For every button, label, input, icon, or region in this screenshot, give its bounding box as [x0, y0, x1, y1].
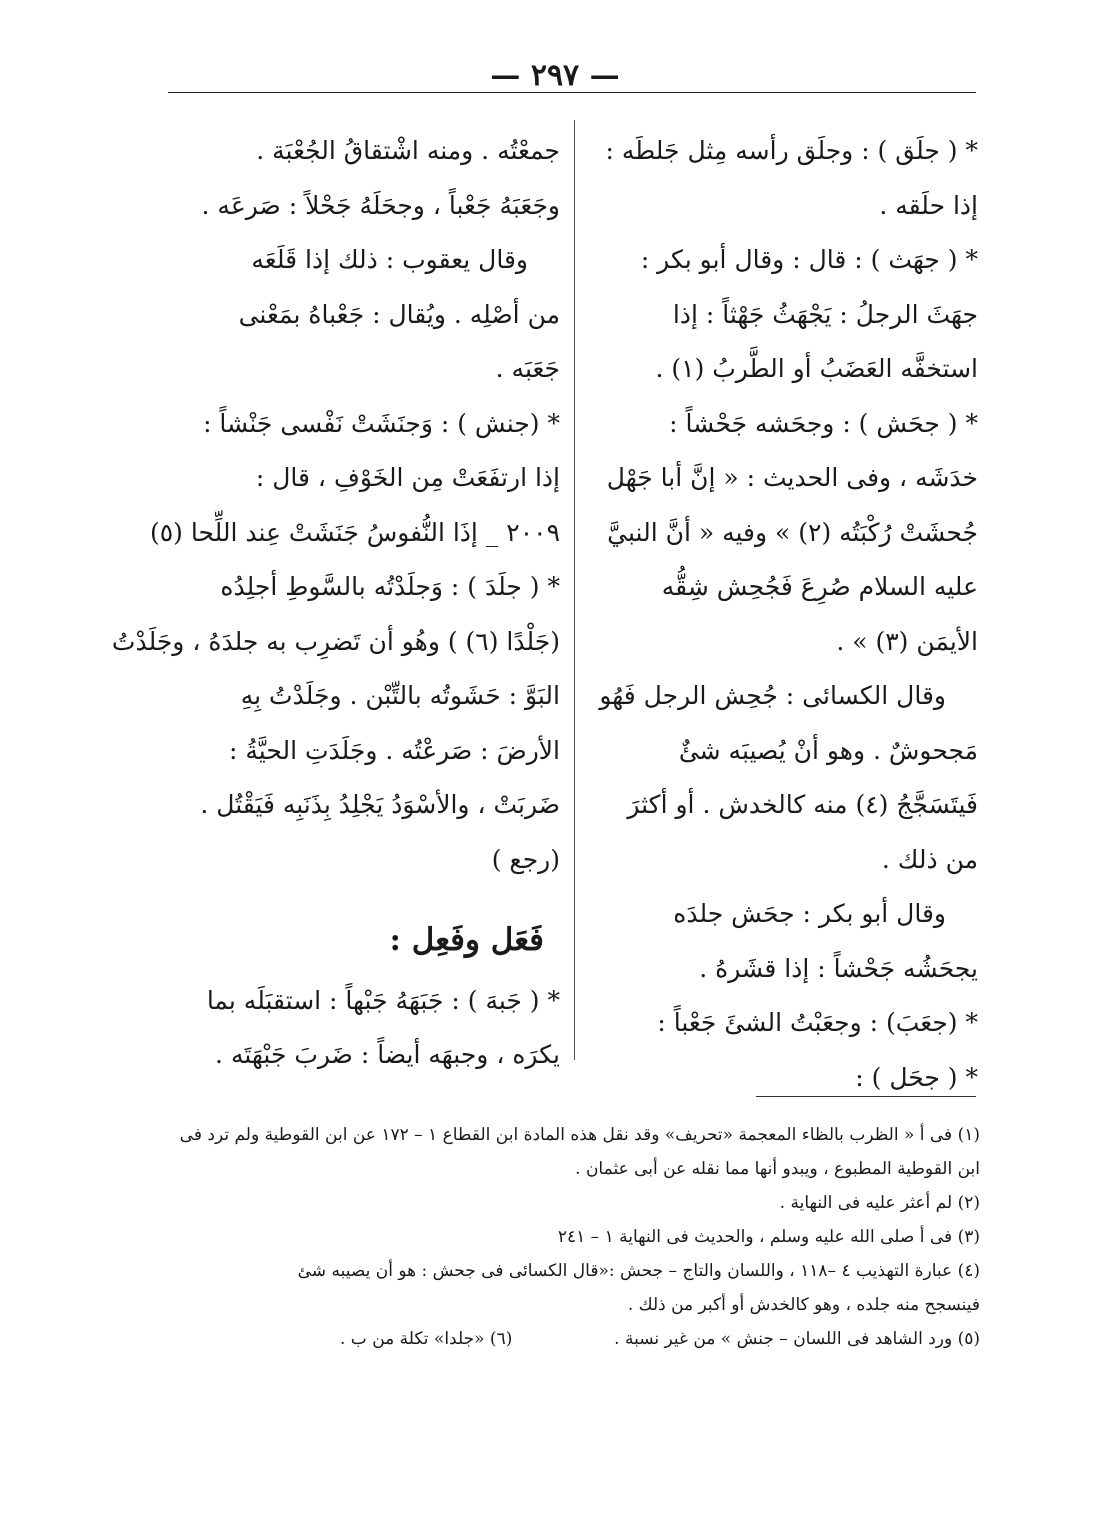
text-line: * ( جَبهَ ) : جَبَهَهُ جَبْهاً : استقبَلَه بما	[206, 985, 560, 1015]
header-rule	[168, 92, 976, 93]
footnote: فينسجح منه جلده ، وهو كالخدش أو أكبر من ذلك .	[627, 1295, 980, 1315]
footnote: (٥) ورد الشاهد فى اللسان – جنش » من غير نسبة .	[614, 1329, 980, 1349]
footnote-rule	[756, 1096, 976, 1097]
text-line: الأيمَن (٣) » .	[836, 626, 978, 656]
text-line: فَيتَسَجَّجُ (٤) منه كالخدش . أو أكثرَ	[627, 790, 978, 819]
footnote: (١) فى أ « الظرب بالظاء المعجمة «تحريف» وقد نقل هذه المادة ابن القطاع ١ – ١٧٢ عن ابن القوطية ولم ترد فى	[179, 1125, 980, 1145]
footnote: (٣) فى أ صلى الله عليه وسلم ، والحديث فى النهاية ١ – ٢٤١	[557, 1227, 980, 1247]
text-line: ضَربَتْ ، والأسْوَدُ يَجْلِدُ بِذَنَبِه فَيَقْتُل .	[200, 790, 560, 819]
text-line: جَعَبَه .	[495, 354, 560, 383]
text-line: (جَلْدًا (٦) ) وهُو أن تَضرِب به جلدَهُ ، وجَلَدْتُ	[111, 626, 560, 656]
footnote: (٢) لم أعثر عليه فى النهاية .	[779, 1193, 980, 1213]
text-line: الأرضَ : صَرعْتُه . وجَلَدَتِ الحيَّةُ :	[229, 735, 560, 765]
text-line: وقال يعقوب : ذلك إذا قَلَعَه	[251, 245, 528, 274]
footnote-pair	[340, 1322, 980, 1356]
text-line: وجَعَبَهُ جَعْباً ، وجحَلَهُ جَحْلاً : صَرعَه .	[201, 190, 560, 220]
text-line: جمعْتُه . ومنه اشْتقاقُ الجُعْبَة .	[256, 136, 560, 165]
section-heading: فَعَل وفَعِل :	[389, 922, 544, 958]
text-line: مَجحوشٌ . وهو أنْ يُصيبَه شئٌ	[678, 735, 978, 765]
right-column	[588, 124, 978, 1105]
text-line: * ( جلَق ) : وجلَق رأسه مِثل جَلطَه :	[605, 136, 978, 165]
footnote: (٤) عبارة التهذيب ٤ –١١٨ ، واللسان والتاج – جحش :«قال الكسائى فى جحش : هو أن يصيبه شئ	[297, 1261, 980, 1281]
text-line: * (جنش ) : وَجنَشَتْ نَفْسى جَنْشاً :	[203, 408, 560, 438]
text-line: استخفَّه العَضَبُ أو الطَّربُ (١) .	[655, 354, 978, 383]
text-line: جُحشَتْ رُكْبَتُه (٢) » وفيه « أنَّ النبيَّ	[607, 517, 978, 547]
text-line: البَوَّ : حَشَوتُه بالتِّبْن . وجَلَدْتُ بِهِ	[240, 681, 560, 710]
text-line: عليه السلام صُرِعَ فَجُحِش شِقُّه	[661, 572, 978, 601]
text-line: * ( جحَش ) : وجحَشه جَحْشاً :	[669, 408, 978, 438]
text-line: وقال الكسائى : جُحِش الرجل فَهُو	[599, 681, 946, 710]
text-line: جهَثَ الرجلُ : يَجْهَثُ جَهْثاً : إذا	[672, 299, 978, 329]
text-line: من أصْلِه . ويُقال : جَعْباهُ بمَعْنى	[238, 299, 560, 329]
text-line: * ( جلَدَ ) : وَجلَدْتُه بالسَّوطِ أجلِدُه	[220, 572, 560, 601]
text-line: (رجع )	[491, 844, 560, 874]
text-line: إذا ارتفَعَتْ مِن الخَوْفِ ، قال :	[255, 463, 560, 492]
footnote: ابن القوطية المطبوع ، ويبدو أنها مما نقله عن أبى عثمان .	[575, 1159, 980, 1179]
footnotes	[150, 1118, 980, 1356]
page-number: — ٢٩٧ —	[490, 58, 620, 93]
text-line: * (جعَبَ) : وجعَبْتُ الشئَ جَعْباً :	[657, 1008, 978, 1037]
text-line: يجحَشُه جَحْشاً : إذا قشَرهُ .	[699, 953, 978, 983]
column-divider	[574, 120, 575, 1060]
text-line: خدَشَه ، وفى الحديث : « إنَّ أبا جَهْل	[606, 463, 978, 492]
footnote: (٦) «جلدا» تكلة من ب .	[340, 1329, 513, 1349]
text-line: يكرَه ، وجبهَه أيضاً : ضَربَ جَبْهَتَه .	[215, 1040, 560, 1069]
text-line: من ذلك .	[881, 844, 978, 874]
text-line: * ( جحَل ) :	[855, 1062, 978, 1092]
text-line: * ( جهَث ) : قال : وقال أبو بكر :	[640, 245, 978, 274]
text-line: وقال أبو بكر : جحَش جلدَه	[673, 899, 946, 928]
text-line: إذا حلَقه .	[879, 190, 978, 220]
text-line: ٢٠٠٩ _ إذَا النُّفوسُ جَنَشَتْ عِند اللِّحا (٥)	[149, 517, 560, 547]
left-column	[111, 124, 560, 1083]
